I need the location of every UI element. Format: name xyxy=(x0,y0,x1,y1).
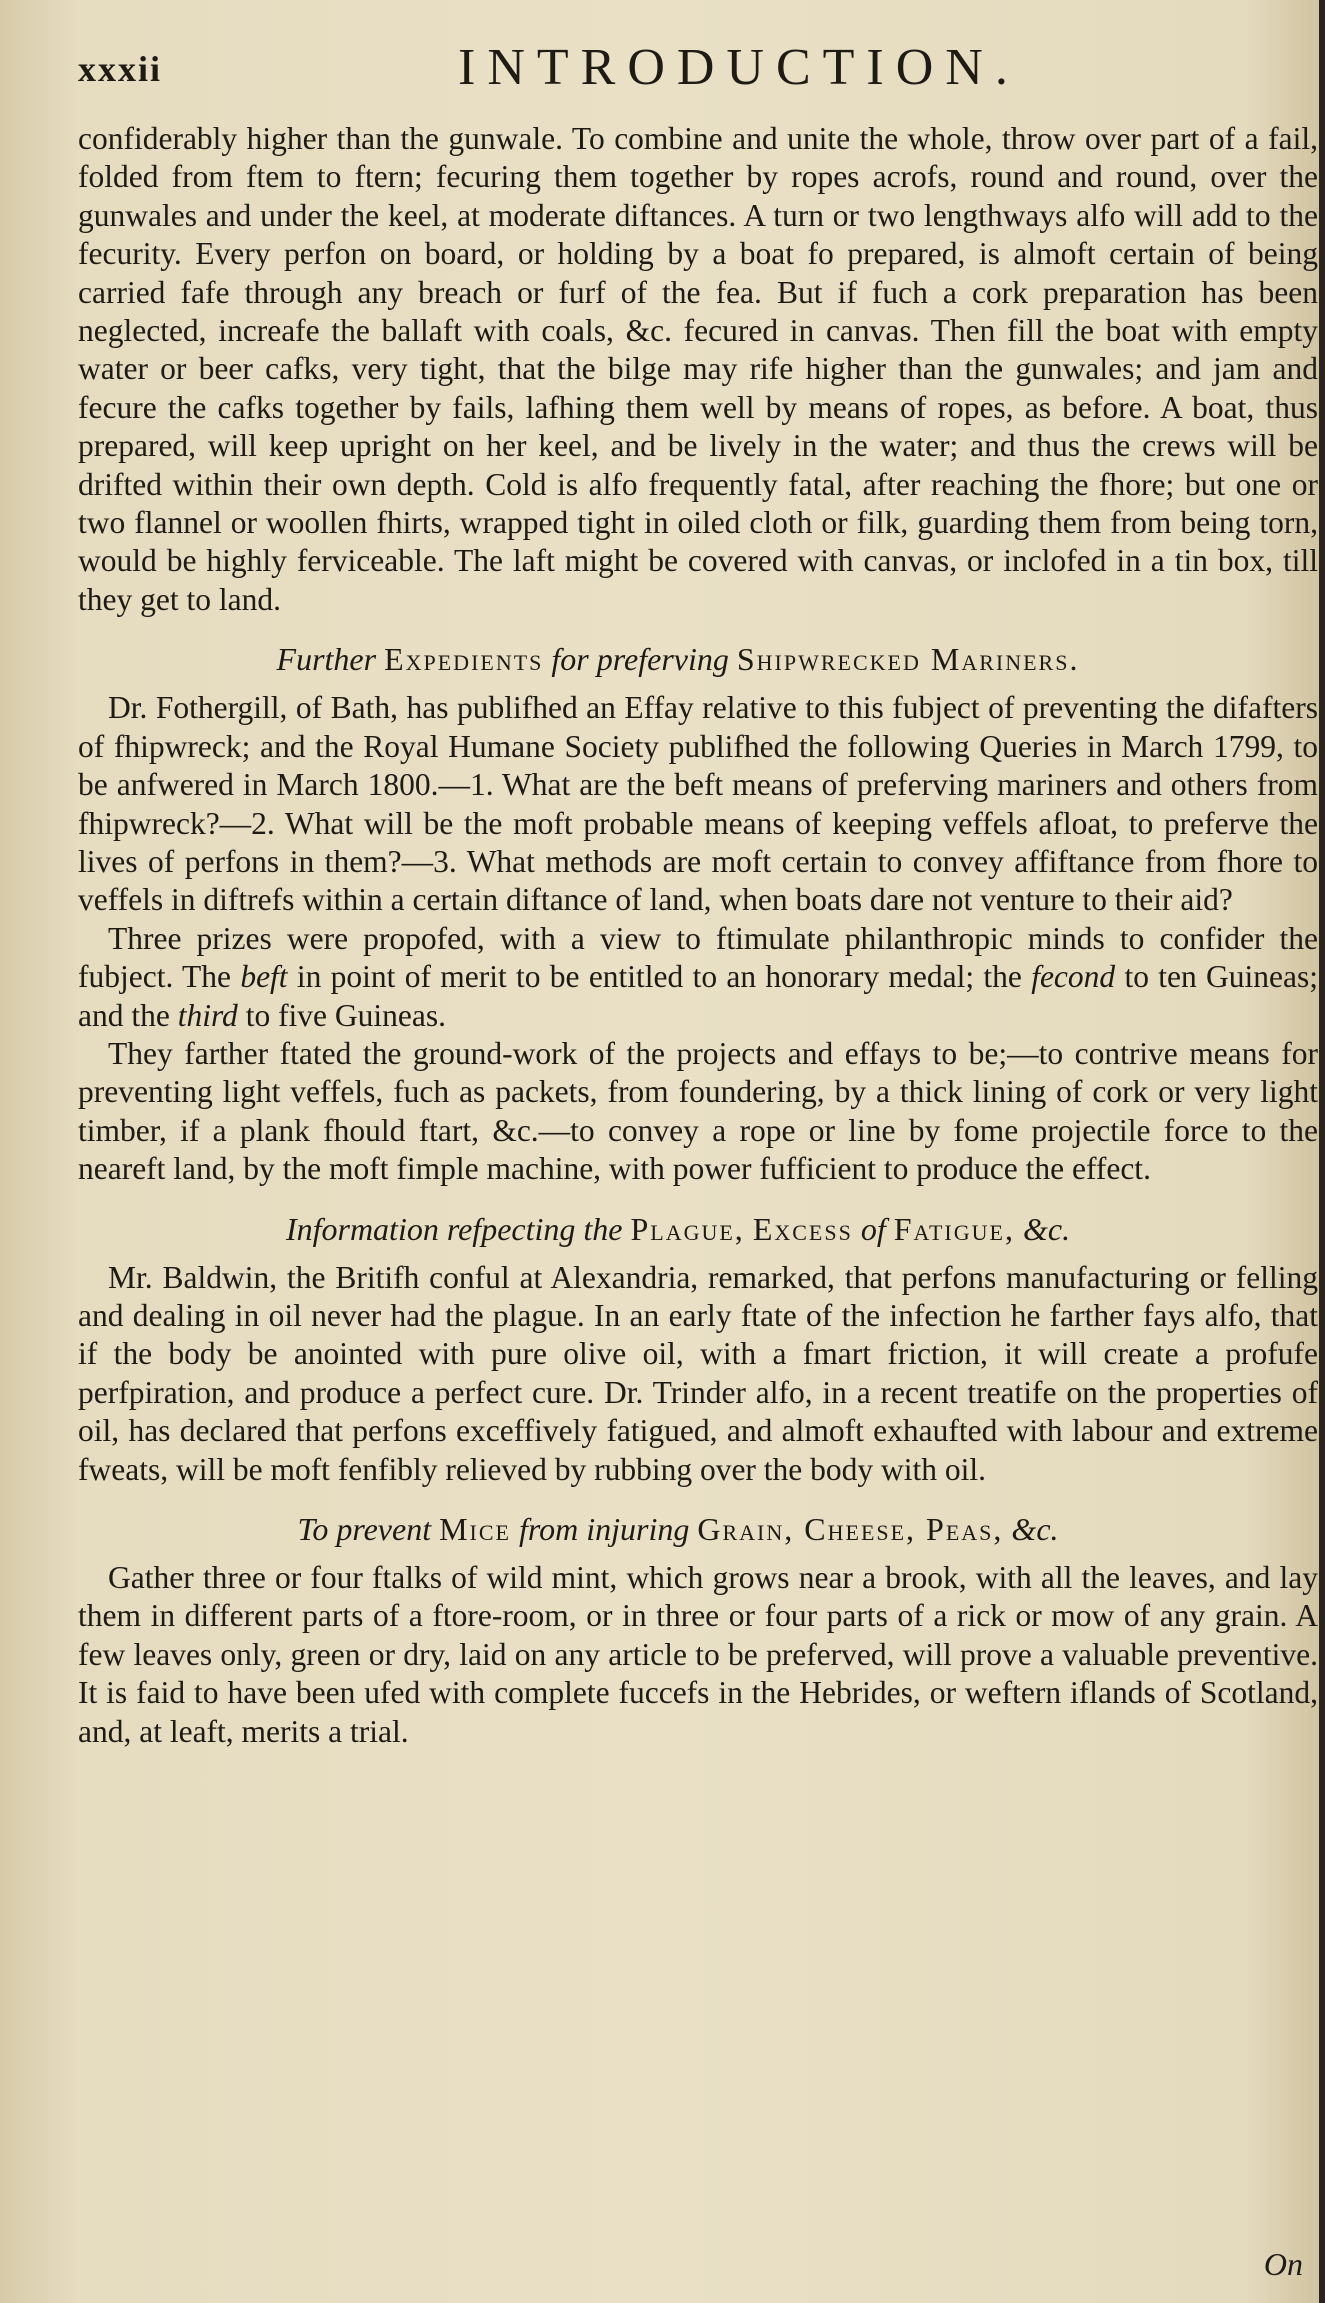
text-run: Three prizes were propofed, with a view to ftimulate philanthropic minds to confider the fubject. The xyxy=(78,920,1318,995)
text-run-italic: fecond xyxy=(1031,959,1116,995)
section-heading-shipwrecked-mariners xyxy=(78,640,1318,678)
paragraph-boat-preparation: confiderably higher than the gunwale. To combine and unite the whole, throw over part of a fail, folded from ftem to ftern; fecuring them together by ropes acrofs, round and round, over the gunwales and under the keel, at moderate diftances. A turn or two lengthways alfo will add to the fecurity. Every perfon on board, or holding by a boat fo prepared, is almoft certain of being carried fafe through any breach or furf of the fea. But if fuch a cork preparation has been neglected, increafe the ballaft with coals, &c. fecured in canvas. Then fill the boat with empty water or beer cafks, very tight, that the bilge may rife higher than the gunwales; and jam and fecure the cafks together by fails, lafhing them well by means of ropes, as before. A boat, thus prepared, will keep upright on her keel, and be lively in the water; and thus the crews will be drifted within their own depth. Cold is alfo frequently fatal, after reaching the fhore; but one or two flannel or woollen fhirts, wrapped tight in oiled cloth or filk, guarding them from being torn, would be highly ferviceable. The laft might be covered with canvas, or inclofed in a tin box, till they get to land. xyxy=(78,121,1318,617)
heading-part: &c. xyxy=(1011,1511,1059,1547)
text-run-italic: beft xyxy=(240,959,288,995)
heading-part: Mice xyxy=(439,1511,511,1547)
paragraph-wild-mint: Gather three or four ftalks of wild mint, which grows near a brook, with all the leaves, and lay them in different parts of a ftore-room, or in three or four parts of a rick or mow of any grain. A few leaves only, green or dry, laid on any article to be preferved, will prove a valuable preventive. It is faid to have been ufed with complete fuccefs in the Hebrides, or weftern iflands of Scotland, and, at leaft, merits a trial. xyxy=(78,1560,1318,1749)
heading-part: of xyxy=(860,1210,886,1247)
paragraph-prizes xyxy=(78,920,1318,1035)
text-run: in point of merit to be entitled to an honorary medal; the xyxy=(287,959,1032,995)
text-run-italic: third xyxy=(177,997,238,1033)
text-run: to five Guineas. xyxy=(237,997,447,1033)
heading-part: from injuring xyxy=(519,1511,690,1547)
heading-part: Plague, xyxy=(630,1210,745,1247)
section-heading-plague-fatigue xyxy=(78,1210,1318,1248)
heading-part: Shipwrecked Mariners. xyxy=(736,641,1080,678)
section-heading-mice-grain xyxy=(78,1510,1318,1548)
heading-part: for preferving xyxy=(551,641,729,678)
heading-part: Information refpecting the xyxy=(285,1210,623,1247)
paragraph-fothergill-queries: Dr. Fothergill, of Bath, has publifhed an Effay relative to this fubject of preventing the difafters of fhipwreck; and the Royal Humane Society publifhed the following Queries in March 1799, to be anfwered in March 1800.—1. What are the beft means of preferving mariners and others from fhipwreck?—2. What will be the moft probable means of keeping veffels afloat, to preferve the lives of perfons in them?—3. What methods are moft certain to convey affiftance from fhore to veffels in diftrefs within a certain diftance of land, when boats dare not venture to their aid? xyxy=(78,690,1318,918)
text-run: to ten Guineas; and the xyxy=(78,959,1318,1033)
page-body xyxy=(78,120,1318,1751)
catchword: On xyxy=(1263,2246,1303,2282)
page-number: xxxii xyxy=(78,49,163,89)
paragraph-baldwin-oil: Mr. Baldwin, the Britifh conful at Alexandria, remarked, that perfons manufacturing or felling and dealing in oil never had the plague. In an early ftate of the infection he farther fays alfo, that if the body be anointed with pure olive oil, with a fmart friction, it will create a profufe perfpiration, and produce a perfect cure. Dr. Trinder alfo, in a recent treatife on the properties of oil, has declared that perfons exceffively fatigued, and almoft exhaufted with labour and extreme fweats, will be moft fenfibly relieved by rubbing over the body with oil. xyxy=(78,1259,1318,1487)
heading-part: Grain, Cheese, Peas, xyxy=(697,1511,1004,1547)
heading-part: To prevent xyxy=(297,1511,432,1547)
running-head: INTRODUCTION. xyxy=(458,39,1020,96)
heading-part: Excess xyxy=(752,1210,853,1247)
heading-part: Further xyxy=(276,641,377,678)
heading-part: Expedients xyxy=(384,641,544,678)
page-header xyxy=(78,28,1258,98)
paragraph-groundwork: They farther ftated the ground-work of the projects and effays to be;—to contrive means for preventing light veffels, fuch as packets, from foundering, by a thick lining of cork or very light timber, if a plank fhould ftart, &c.—to convey a rope or line by fome projectile force to the neareft land, by the moft fimple machine, with power fufficient to produce the effect. xyxy=(78,1035,1318,1187)
heading-part: &c. xyxy=(1022,1210,1071,1247)
heading-part: Fatigue, xyxy=(893,1210,1015,1247)
